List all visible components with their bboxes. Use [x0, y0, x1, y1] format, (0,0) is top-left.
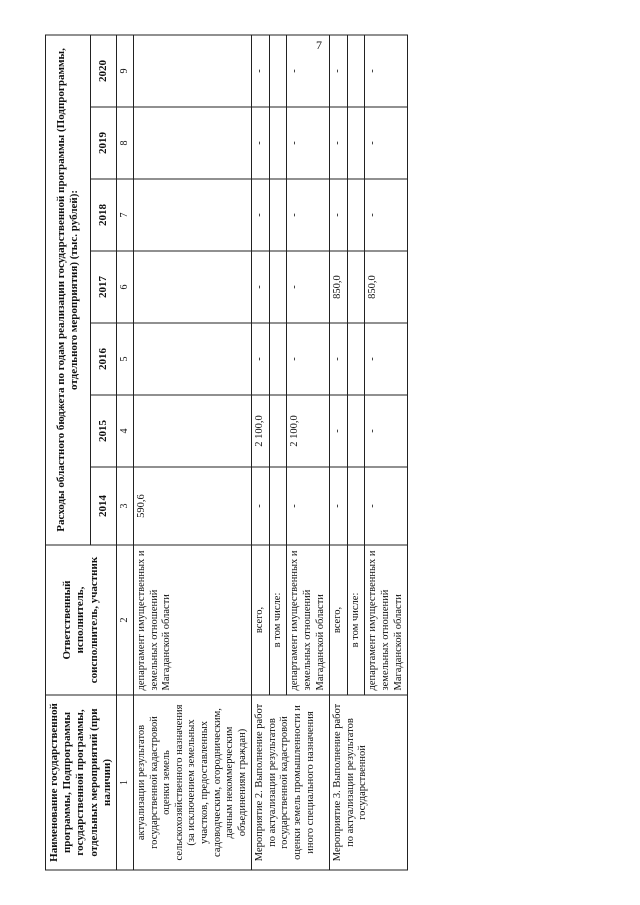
page-number: 7 — [316, 38, 322, 52]
executor-label: в том числе: — [347, 545, 365, 695]
value-cell — [133, 107, 251, 179]
value-cell: - — [330, 395, 348, 467]
value-cell: 850,0 — [365, 251, 408, 323]
value-cell: - — [365, 323, 408, 395]
value-cell: - — [330, 467, 348, 545]
value-cell: - — [287, 34, 330, 106]
value-cell: - — [365, 467, 408, 545]
column-number: 3 — [116, 467, 133, 545]
column-number-row — [116, 34, 133, 869]
executor-label: всего, — [330, 545, 348, 695]
column-number: 6 — [116, 251, 133, 323]
value-cell: - — [287, 179, 330, 251]
header-year: 2016 — [90, 323, 116, 395]
value-cell: - — [365, 34, 408, 106]
executor-label: департамент имущественных и земельных отношений Магаданской области — [133, 545, 251, 695]
value-cell — [269, 179, 287, 251]
value-cell: 850,0 — [330, 251, 348, 323]
value-cell — [269, 323, 287, 395]
value-cell — [347, 34, 365, 106]
header-row-1 — [46, 34, 91, 869]
value-cell — [133, 395, 251, 467]
value-cell: - — [330, 323, 348, 395]
table-row — [330, 34, 348, 869]
executor-label: в том числе: — [269, 545, 287, 695]
value-cell: - — [330, 107, 348, 179]
value-cell — [269, 251, 287, 323]
header-year: 2020 — [90, 34, 116, 106]
column-number: 1 — [116, 695, 133, 870]
value-cell — [347, 179, 365, 251]
value-cell: 2 100,0 — [287, 395, 330, 467]
measure-name: Мероприятие 2. Выполнение работ по актуализации результатов государственной кадастровой оценки земель промышленности и иного специального назначения — [252, 695, 330, 870]
value-cell: - — [252, 34, 270, 106]
value-cell: 2 100,0 — [252, 395, 270, 467]
header-year: 2018 — [90, 179, 116, 251]
value-cell — [347, 251, 365, 323]
header-year: 2017 — [90, 251, 116, 323]
value-cell: - — [287, 323, 330, 395]
value-cell: - — [287, 251, 330, 323]
value-cell — [269, 395, 287, 467]
value-cell: - — [252, 323, 270, 395]
value-cell: - — [287, 467, 330, 545]
value-cell: - — [252, 251, 270, 323]
budget-table — [45, 34, 408, 870]
column-number: 7 — [116, 179, 133, 251]
measure-name: Мероприятие 3. Выполнение работ по актуализации результатов государственной — [330, 695, 408, 870]
header-budget-title: Расходы областного бюджета по годам реализации государственной программы (Подпрограммы, отдельного мероприятия) (тыс. рублей): — [46, 34, 91, 544]
value-cell — [133, 323, 251, 395]
header-year: 2019 — [90, 107, 116, 179]
value-cell: - — [287, 107, 330, 179]
value-cell — [347, 467, 365, 545]
column-number: 8 — [116, 107, 133, 179]
value-cell: - — [365, 107, 408, 179]
value-cell: - — [252, 179, 270, 251]
measure-name: актуализации результатов государственной кадастровой оценки земель сельскохозяйственного назначения (за исключением земельных участков, предоставленных садоводческим, огородническим, дачным некоммерческим объединениям граждан) — [133, 695, 251, 870]
executor-label: департамент имущественных и земельных отношений Магаданской области — [365, 545, 408, 695]
rotated-table-wrapper — [45, 35, 595, 870]
value-cell — [347, 395, 365, 467]
executor-label: департамент имущественных и земельных отношений Магаданской области — [287, 545, 330, 695]
column-number: 9 — [116, 34, 133, 106]
value-cell: - — [365, 179, 408, 251]
header-name: Наименование государственной программы, Подпрограммы государственной программы, отдельных мероприятий (при наличии) — [46, 695, 117, 870]
value-cell: - — [330, 34, 348, 106]
value-cell: - — [365, 395, 408, 467]
value-cell — [133, 179, 251, 251]
value-cell — [347, 107, 365, 179]
column-number: 2 — [116, 545, 133, 695]
value-cell — [133, 34, 251, 106]
value-cell: - — [252, 467, 270, 545]
value-cell — [269, 467, 287, 545]
value-cell — [347, 323, 365, 395]
header-year: 2014 — [90, 467, 116, 545]
executor-label: всего, — [252, 545, 270, 695]
value-cell — [269, 107, 287, 179]
table-row — [133, 34, 251, 869]
column-number: 4 — [116, 395, 133, 467]
value-cell — [269, 34, 287, 106]
header-executor: Ответственный исполнитель, соисполнитель, участник — [46, 545, 117, 695]
value-cell: - — [252, 107, 270, 179]
header-year: 2015 — [90, 395, 116, 467]
table-row — [252, 34, 270, 869]
value-cell: 590,6 — [133, 467, 251, 545]
column-number: 5 — [116, 323, 133, 395]
value-cell: - — [330, 179, 348, 251]
value-cell — [133, 251, 251, 323]
